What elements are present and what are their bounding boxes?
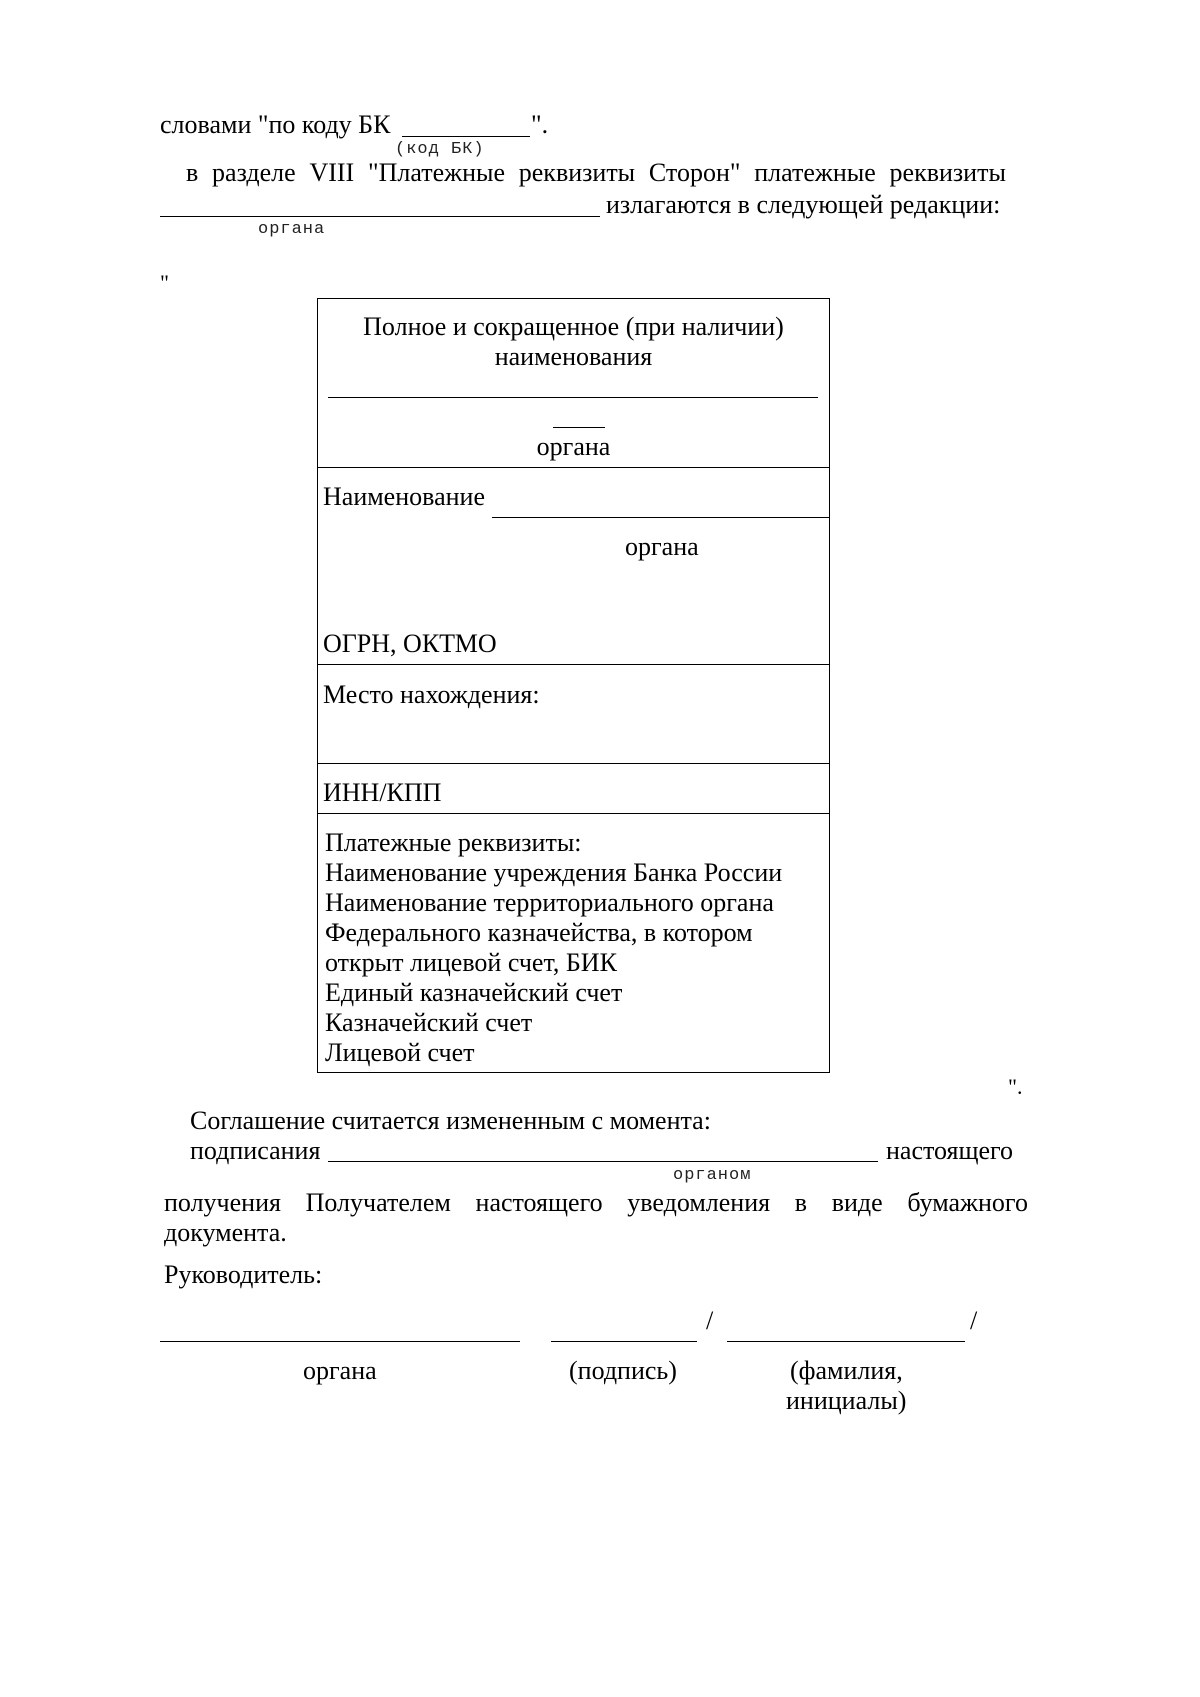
sign-blank [328,1161,878,1162]
name-label: Наименование [323,482,485,511]
head-label: Руководитель: [164,1260,323,1289]
organ-caption: органа [303,1356,377,1385]
slash: / [706,1306,714,1335]
full-name-line1: Полное и сокращенное (при наличии) [363,312,784,341]
word: реквизиты [518,158,636,187]
word: "Платежные [367,158,505,187]
sign-suffix: настоящего [886,1136,1014,1165]
full-name-blank [328,397,818,398]
word: Сторон" [648,158,741,187]
word: Получателем [305,1188,451,1217]
close-quote: ". [1008,1074,1023,1099]
bk-suffix: ". [531,110,549,139]
table-border-left [317,298,318,1073]
organ-caption: органом [673,1166,752,1185]
word: реквизиты [889,158,1006,187]
section-viii-line2-tail: излагаются в следующей редакции: [606,190,1001,219]
row-divider [317,467,830,468]
name-organ: органа [625,532,699,561]
receipt-line1 [164,1190,1028,1216]
ogrn-label: ОГРН, ОКТМО [323,629,497,658]
name-caption-line2: инициалы) [786,1386,907,1415]
row-divider [317,813,830,814]
word: VIII [309,158,355,187]
slash: / [970,1306,978,1335]
payment-line: открыт лицевой счет, БИК [325,948,617,977]
bk-code-blank [402,136,530,137]
payment-line: Лицевой счет [325,1038,475,1067]
name-blank [492,517,830,518]
word: в [794,1188,808,1217]
name-blank [727,1341,965,1342]
organ-caption: органа [258,220,326,239]
agreement-title: Соглашение считается измененным с момента: [190,1106,711,1135]
word: уведомления [627,1188,771,1217]
location-label: Место нахождения: [323,680,540,709]
word: настоящего [475,1188,603,1217]
table-border-right [829,298,830,1073]
organ-signature-blank [160,1341,520,1342]
bk-caption: (код БК) [395,140,485,159]
table-border-bottom [317,1072,830,1073]
organ-blank [160,216,600,217]
word: получения [164,1188,281,1217]
bk-prefix: словами "по коду БК [160,110,391,139]
full-name-blank-short [553,427,605,428]
receipt-line2: документа. [164,1218,287,1247]
word: разделе [212,158,296,187]
payment-line: Платежные реквизиты: [325,828,582,857]
row-divider [317,763,830,764]
full-name-line2: наименования [494,342,653,371]
table-border-top [317,298,830,299]
word: платежные [754,158,876,187]
payment-line: Наименование учреждения Банка России [325,858,783,887]
row-divider [317,664,830,665]
payment-line: Федерального казначейства, в котором [325,918,753,947]
payment-line: Наименование территориального органа [325,888,774,917]
open-quote: " [160,270,169,295]
signature-blank [551,1341,697,1342]
section-viii-line1 [186,160,1006,186]
inn-label: ИНН/КПП [323,778,442,807]
sign-prefix: подписания [190,1136,321,1165]
payment-line: Казначейский счет [325,1008,533,1037]
name-caption-line1: (фамилия, [790,1356,903,1385]
payment-line: Единый казначейский счет [325,978,623,1007]
full-name-organ: органа [536,432,611,461]
word: бумажного [907,1188,1028,1217]
word: в [186,158,199,187]
word: виде [831,1188,883,1217]
signature-caption: (подпись) [569,1356,677,1385]
